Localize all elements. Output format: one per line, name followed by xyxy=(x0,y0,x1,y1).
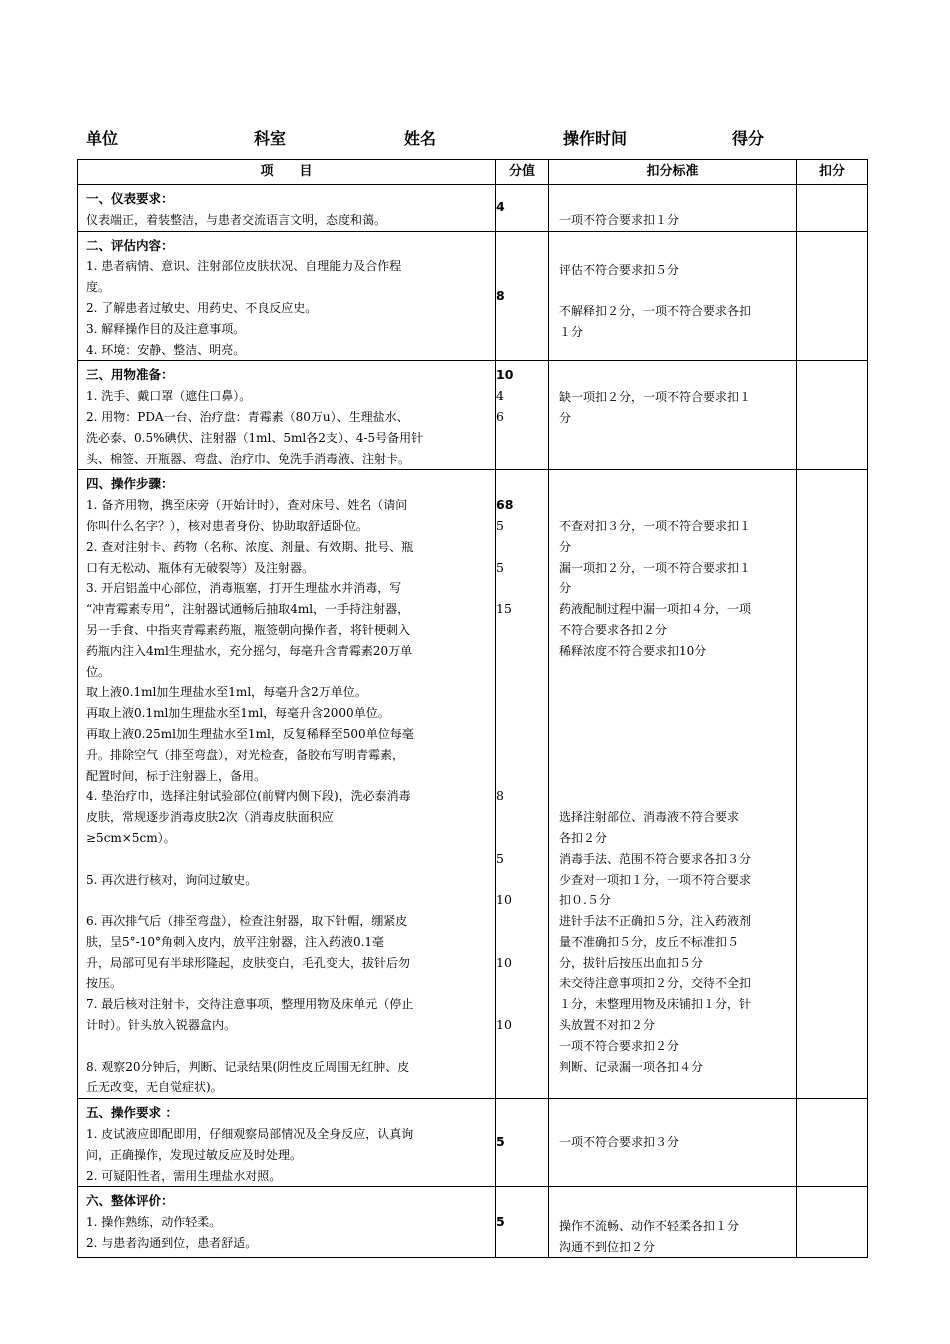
criteria-line xyxy=(559,495,786,516)
section-title: 三、用物准备： xyxy=(86,367,174,383)
item-line: 升，局部可见有半球形隆起，皮肤变白，毛孔变大，拔针后勿 xyxy=(86,955,411,970)
criteria-line xyxy=(559,724,786,745)
item-line: 2. 查对注射卡、药物（名称、浓度、剂量、有效期、批号、瓶 xyxy=(86,539,414,554)
item-line: 另一手食、中指夹青霉素药瓶，瓶签朝向操作者，将针梗刺入 xyxy=(86,622,411,637)
item-line: 肤，呈5°-10°角刺入皮内，放平注射器，注入药液0.1毫 xyxy=(86,934,385,949)
criteria-line: 操作不流畅、动作不轻柔各扣１分 xyxy=(559,1218,740,1233)
item-line: 计时）。针头放入锐器盒内。 xyxy=(86,1018,237,1033)
score-value: 6 xyxy=(496,408,504,424)
criteria-line: 评估不符合要求扣５分 xyxy=(559,262,680,277)
criteria-line: 稀释浓度不符合要求扣10分 xyxy=(559,643,707,658)
criteria-cell xyxy=(549,185,797,232)
section-title: 二、评估内容： xyxy=(86,237,174,253)
item-line: 7. 最后核对注射卡，交待注意事项，整理用物及床单元（停止 xyxy=(86,997,414,1012)
column-header-deduction: 扣分 xyxy=(797,160,868,185)
score-value: 5 xyxy=(496,1134,505,1150)
item-line: 配置时间，标于注射器上，备用。 xyxy=(86,768,267,783)
criteria-line xyxy=(559,745,786,766)
item-line: 2. 与患者沟通到位，患者舒适。 xyxy=(86,1236,258,1251)
item-line: 再取上液0.25ml加生理盐水至1ml，反复稀释至500单位每毫 xyxy=(86,726,414,741)
table-row xyxy=(78,361,868,470)
header-score-label: 得分 xyxy=(732,129,765,148)
item-line: 2. 了解患者过敏史、用药史、不良反应史。 xyxy=(86,300,318,315)
criteria-line: 进针手法不正确扣５分，注入药液剂 xyxy=(559,914,752,929)
item-cell xyxy=(78,470,496,1099)
criteria-line: 消毒手法、范围不符合要求各扣３分 xyxy=(559,851,752,866)
criteria-line: 不解释扣２分，一项不符合要求各扣 xyxy=(559,304,752,319)
deduction-cell[interactable] xyxy=(797,470,868,1099)
criteria-line xyxy=(559,682,786,703)
item-line: 8. 观察20分钟后，判断、记录结果(阴性皮丘周围无红肿、皮 xyxy=(86,1059,410,1074)
section-title: 四、操作步骤： xyxy=(86,476,174,492)
criteria-line xyxy=(559,474,786,495)
criteria-line: 各扣２分 xyxy=(559,830,608,845)
item-line xyxy=(86,1036,487,1057)
item-line: 头、棉签、开瓶器、弯盘、治疗巾、免洗手消毒液、注射卡。 xyxy=(86,451,411,466)
item-line: 3. 开启铝盖中心部位，消毒瓶塞，打开生理盐水并消毒，写 xyxy=(86,581,402,596)
score-cell xyxy=(496,185,549,232)
item-line: ≥5cm×5cm）。 xyxy=(86,830,176,845)
criteria-line xyxy=(559,703,786,724)
criteria-line: 缺一项扣２分，一项不符合要求扣１ xyxy=(559,390,752,405)
score-value xyxy=(496,932,548,953)
score-value xyxy=(496,641,548,662)
criteria-line: 头放置不对扣２分 xyxy=(559,1018,656,1033)
criteria-cell xyxy=(549,1099,797,1187)
score-value xyxy=(496,682,548,703)
criteria-line: 少查对一项扣１分，一项不符合要求 xyxy=(559,872,752,887)
score-value: 5 xyxy=(496,517,504,533)
column-header-score: 分值 xyxy=(496,160,549,185)
criteria-line: １分 xyxy=(559,324,584,339)
criteria-line: 一项不符合要求扣２分 xyxy=(559,1038,680,1053)
item-cell xyxy=(78,1187,496,1258)
score-value: 8 xyxy=(496,287,505,303)
item-line: 你叫什么名字？），核对患者身份、协助取舒适卧位。 xyxy=(86,518,369,533)
item-line: 4. 环境：安静、整洁、明亮。 xyxy=(86,342,246,357)
item-line: “冲青霉素专用”，注射器试通畅后抽取4ml，一手持注射器， xyxy=(86,602,410,617)
item-line: 取上液0.1ml加生理盐水至1ml，每毫升含2万单位。 xyxy=(86,685,367,700)
deduction-cell[interactable] xyxy=(797,185,868,232)
item-line: 5. 再次进行核对，询问过敏史。 xyxy=(86,872,258,887)
item-line: 3. 解释操作目的及注意事项。 xyxy=(86,321,246,336)
item-cell xyxy=(78,1099,496,1187)
criteria-line: 分 xyxy=(559,539,572,554)
score-value: 8 xyxy=(496,788,504,804)
item-cell xyxy=(78,231,496,361)
criteria-line xyxy=(559,766,786,787)
score-value: 4 xyxy=(496,199,505,215)
score-cell xyxy=(496,1187,549,1258)
table-row xyxy=(78,185,868,232)
score-value xyxy=(496,807,548,828)
score-value: 10 xyxy=(496,1017,512,1033)
deduction-cell[interactable] xyxy=(797,361,868,470)
score-value xyxy=(496,766,548,787)
criteria-line: 判断、记录漏一项各扣４分 xyxy=(559,1059,704,1074)
item-line: 2. 用物：PDA一台、治疗盘：青霉素（80万u）、生理盐水、 xyxy=(86,409,409,424)
score-value xyxy=(496,620,548,641)
criteria-cell xyxy=(549,1187,797,1258)
section-title: 一、仪表要求： xyxy=(86,191,174,206)
score-cell xyxy=(496,1099,549,1187)
score-value xyxy=(496,703,548,724)
header-dept-label: 科室 xyxy=(254,129,287,148)
item-line: 1. 患者病情、意识、注射部位皮肤状况、自理能力及合作程 xyxy=(86,259,402,274)
header-name-label: 姓名 xyxy=(404,129,437,148)
section-title: 五、操作要求 ： xyxy=(86,1105,178,1121)
score-value xyxy=(496,911,548,932)
item-line: 1. 操作熟练，动作轻柔。 xyxy=(86,1215,222,1230)
score-cell xyxy=(496,361,549,470)
table-row xyxy=(78,1099,868,1187)
item-line: 4. 垫治疗巾，选择注射试验部位(前臂内侧下段)，洗必泰消毒 xyxy=(86,789,411,804)
criteria-line: 漏一项扣２分，一项不符合要求扣１ xyxy=(559,560,752,575)
table-row xyxy=(78,470,868,1099)
header-time-label: 操作时间 xyxy=(563,129,628,148)
scoring-table xyxy=(77,159,868,1258)
score-value: 10 xyxy=(496,892,512,908)
deduction-cell[interactable] xyxy=(797,1187,868,1258)
section-title: 六、整体评价： xyxy=(86,1193,174,1209)
score-value xyxy=(496,578,548,599)
criteria-line: 分 xyxy=(559,411,572,426)
score-value xyxy=(496,973,548,994)
score-value: 5 xyxy=(496,559,504,575)
item-cell xyxy=(78,185,496,232)
criteria-line: 一项不符合要求扣１分 xyxy=(559,212,680,227)
score-value xyxy=(496,994,548,1015)
score-value: 4 xyxy=(496,388,504,404)
item-line: 2. 可疑阳性者，需用生理盐水对照。 xyxy=(86,1168,282,1183)
criteria-line xyxy=(559,662,786,683)
item-line: 按压。 xyxy=(86,976,123,991)
item-line: 皮肤，常规逐步消毒皮肤2次（消毒皮肤面积应 xyxy=(86,810,334,825)
criteria-cell xyxy=(549,470,797,1099)
criteria-line: 扣０.５分 xyxy=(559,893,611,908)
item-line: 再取上液0.1ml加生理盐水至1ml，每毫升含2000单位。 xyxy=(86,706,390,721)
item-line: 丘无改变，无自觉症状)。 xyxy=(86,1080,223,1095)
criteria-line xyxy=(559,786,786,807)
score-value xyxy=(496,745,548,766)
table-header-row xyxy=(78,160,868,185)
item-line: 6. 再次排气后（排至弯盘），检查注射器，取下针帽，绷紧皮 xyxy=(86,914,408,929)
score-value: 10 xyxy=(496,954,512,970)
criteria-line: 不查对扣３分，一项不符合要求扣１ xyxy=(559,518,752,533)
column-header-item: 项 目 xyxy=(78,160,496,185)
criteria-line: 药液配制过程中漏一项扣４分，一项 xyxy=(559,602,752,617)
score-value xyxy=(496,662,548,683)
item-line: 1. 备齐用物，携至床旁（开始计时），查对床号、姓名（请问 xyxy=(86,498,408,513)
item-line: 洗必泰、0.5%碘伏、注射器（1ml、5ml各2支）、4-5号备用针 xyxy=(86,430,424,445)
score-value: 68 xyxy=(496,497,514,513)
score-value: 15 xyxy=(496,601,512,617)
deduction-cell[interactable] xyxy=(797,231,868,361)
criteria-cell xyxy=(549,231,797,361)
item-line: 1. 洗手、戴口罩（遮住口鼻）。 xyxy=(86,389,252,404)
item-line: 1. 皮试液应即配即用，仔细观察局部情况及全身反应，认真询 xyxy=(86,1127,414,1142)
score-cell xyxy=(496,470,549,1099)
item-line: 升。排除空气（排至弯盘），对光检查，备胶布写明青霉素， xyxy=(86,747,405,762)
criteria-line: 不符合要求各扣２分 xyxy=(559,622,668,637)
criteria-line: １分，未整理用物及床铺扣１分，针 xyxy=(559,997,752,1012)
item-line xyxy=(86,849,487,870)
criteria-line: 一项不符合要求扣３分 xyxy=(559,1135,680,1150)
score-value: 10 xyxy=(496,367,514,383)
criteria-line: 分 xyxy=(559,581,572,596)
column-header-criteria: 扣分标准 xyxy=(549,160,797,185)
item-line: 问，正确操作，发现过敏反应及时处理。 xyxy=(86,1147,303,1162)
item-line: 度。 xyxy=(86,280,111,295)
score-value xyxy=(496,828,548,849)
form-header xyxy=(0,126,950,150)
score-value xyxy=(496,537,548,558)
criteria-line: 量不准确扣５分，皮丘不标准扣５ xyxy=(559,934,740,949)
score-cell xyxy=(496,231,549,361)
criteria-cell xyxy=(549,361,797,470)
deduction-cell[interactable] xyxy=(797,1099,868,1187)
item-line: 口有无松动、瓶体有无破裂等）及注射器。 xyxy=(86,560,315,575)
score-value: 5 xyxy=(496,850,504,866)
item-line: 位。 xyxy=(86,664,111,679)
criteria-line: 分，拔针后按压出血扣５分 xyxy=(559,955,704,970)
header-unit-label: 单位 xyxy=(86,129,119,148)
item-line: 仪表端正，着装整洁，与患者交流语言文明，态度和蔼。 xyxy=(86,212,387,227)
criteria-line: 沟通不到位扣２分 xyxy=(559,1239,656,1254)
score-value xyxy=(496,724,548,745)
item-line: 药瓶内注入4ml生理盐水，充分摇匀，每毫升含青霉素20万单 xyxy=(86,643,413,658)
criteria-line: 未交待注意事项扣２分，交待不全扣 xyxy=(559,976,752,991)
criteria-line: 选择注射部位、消毒液不符合要求 xyxy=(559,810,740,825)
table-row xyxy=(78,231,868,361)
score-value xyxy=(496,474,548,495)
score-value: 5 xyxy=(496,1214,505,1230)
item-line xyxy=(86,890,487,911)
score-value xyxy=(496,870,548,891)
item-cell xyxy=(78,361,496,470)
table-row xyxy=(78,1187,868,1258)
